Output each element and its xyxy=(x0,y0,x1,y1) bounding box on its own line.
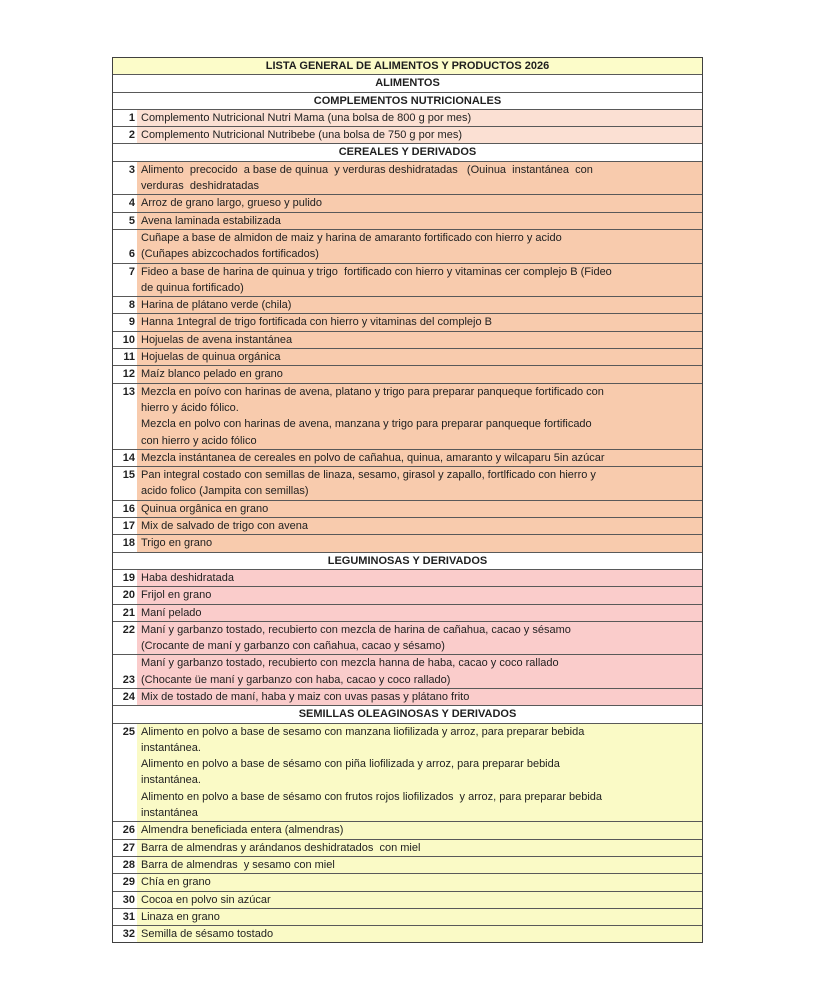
row-number: 30 xyxy=(113,892,137,908)
row-number: 16 xyxy=(113,501,137,517)
table-row xyxy=(113,622,702,656)
description-line: Mezcla en polvo con harinas de avena, manzana y trigo para preparar panqueque fortificado xyxy=(141,418,592,431)
description-line: Avena laminada estabilizada xyxy=(141,214,281,227)
description-line: Pan integral costado con semillas de linaza, sesamo, girasol y zapallo, fortlficado con hierro y xyxy=(141,469,596,482)
table-row xyxy=(113,127,702,144)
row-number: 32 xyxy=(113,926,137,942)
section-header: COMPLEMENTOS NUTRICIONALES xyxy=(113,93,702,109)
row-description xyxy=(137,724,702,822)
row-description xyxy=(137,689,702,705)
row-number: 28 xyxy=(113,857,137,873)
table-row xyxy=(113,535,702,552)
table-row xyxy=(113,857,702,874)
row-number: 11 xyxy=(113,349,137,365)
section-header: LEGUMINOSAS Y DERIVADOS xyxy=(113,553,702,569)
description-line: Haba deshidratada xyxy=(141,571,234,584)
row-number: 3 xyxy=(113,162,137,195)
section-header-row xyxy=(113,75,702,92)
table-title: LISTA GENERAL DE ALIMENTOS Y PRODUCTOS 2026 xyxy=(113,58,702,74)
row-description xyxy=(137,518,702,534)
section-header-row xyxy=(113,553,702,570)
row-number: 19 xyxy=(113,570,137,586)
description-line: Barra de almendras y sesamo con miel xyxy=(141,858,335,871)
description-line: Mezcla instántanea de cereales en polvo de cañahua, quinua, amaranto y wilcaparu 5in azúcar xyxy=(141,451,605,464)
section-header: CEREALES Y DERIVADOS xyxy=(113,144,702,160)
food-table xyxy=(112,57,703,943)
row-number: 24 xyxy=(113,689,137,705)
row-number: 27 xyxy=(113,840,137,856)
description-line: Semilla de sésamo tostado xyxy=(141,928,274,941)
table-row xyxy=(113,605,702,622)
row-number: 4 xyxy=(113,195,137,211)
table-row xyxy=(113,570,702,587)
description-line: verduras deshidratadas xyxy=(141,180,260,193)
description-line: Arroz de grano largo, grueso y pulido xyxy=(141,197,322,210)
table-row xyxy=(113,892,702,909)
row-description xyxy=(137,857,702,873)
row-description xyxy=(137,195,702,211)
row-description xyxy=(137,366,702,382)
table-title-row xyxy=(113,58,702,75)
description-line: (Crocante de maní y garbanzo con cañahua, cacao y sésamo) xyxy=(141,640,445,653)
section-header-row xyxy=(113,706,702,723)
section-header-row xyxy=(113,93,702,110)
row-number: 20 xyxy=(113,587,137,603)
description-line: Hojuelas de avena instantánea xyxy=(141,333,293,346)
row-number: 7 xyxy=(113,264,137,297)
table-row xyxy=(113,822,702,839)
row-description xyxy=(137,822,702,838)
row-description xyxy=(137,110,702,126)
description-line: Complemento Nutricional Nutri Mama (una bolsa de 800 g por mes) xyxy=(141,111,472,124)
row-number: 15 xyxy=(113,467,137,500)
description-line: Mix de salvado de trigo con avena xyxy=(141,520,308,533)
table-row xyxy=(113,501,702,518)
row-description xyxy=(137,332,702,348)
row-number: 18 xyxy=(113,535,137,551)
description-line: con hierro y acido fólico xyxy=(141,434,257,447)
table-row xyxy=(113,195,702,212)
description-line: Maíz blanco pelado en grano xyxy=(141,368,283,381)
row-description xyxy=(137,587,702,603)
row-description xyxy=(137,384,702,449)
table-row xyxy=(113,724,702,823)
table-row xyxy=(113,332,702,349)
description-line: Barra de almendras y arándanos deshidratados con miel xyxy=(141,841,421,854)
row-description xyxy=(137,570,702,586)
description-line: instantánea. xyxy=(141,774,201,787)
description-line: instantánea. xyxy=(141,741,201,754)
row-description xyxy=(137,127,702,143)
table-row xyxy=(113,909,702,926)
row-number: 26 xyxy=(113,822,137,838)
description-line: Cocoa en polvo sin azúcar xyxy=(141,893,271,906)
row-number: 12 xyxy=(113,366,137,382)
row-description xyxy=(137,535,702,551)
row-number: 23 xyxy=(113,655,137,688)
row-description xyxy=(137,467,702,500)
description-line: Maní y garbanzo tostado, recubierto con mezcla de harina de cañahua, cacao y sésamo xyxy=(141,623,571,636)
section-header-row xyxy=(113,144,702,161)
table-row xyxy=(113,349,702,366)
row-description xyxy=(137,874,702,890)
table-row xyxy=(113,110,702,127)
description-line: Trigo en grano xyxy=(141,537,213,550)
table-row xyxy=(113,450,702,467)
table-row xyxy=(113,518,702,535)
description-line: Complemento Nutricional Nutribebe (una bolsa de 750 g por mes) xyxy=(141,129,463,142)
row-number: 31 xyxy=(113,909,137,925)
table-row xyxy=(113,874,702,891)
row-description xyxy=(137,622,702,655)
description-line: Cuñape a base de almidon de maiz y harina de amaranto fortificado con hierro y acido xyxy=(141,231,562,244)
row-number: 25 xyxy=(113,724,137,822)
description-line: Maní pelado xyxy=(141,606,202,619)
description-line: Hojuelas de quinua orgánica xyxy=(141,351,281,364)
row-description xyxy=(137,605,702,621)
table-row xyxy=(113,384,702,450)
table-row xyxy=(113,297,702,314)
row-description xyxy=(137,501,702,517)
description-line: de quinua fortificado) xyxy=(141,281,244,294)
description-line: Fideo a base de harina de quinua y trigo fortificado con hierro y vitaminas cer complejo B (Fideo xyxy=(141,265,612,278)
description-line: Alimento en polvo a base de sésamo con piña liofilizada y arroz, para preparar bebida xyxy=(141,758,560,771)
row-description xyxy=(137,450,702,466)
description-line: Chía en grano xyxy=(141,876,211,889)
table-row xyxy=(113,655,702,689)
row-number: 17 xyxy=(113,518,137,534)
row-description xyxy=(137,926,702,942)
row-number: 5 xyxy=(113,213,137,229)
description-line: Frijol en grano xyxy=(141,589,212,602)
description-line: Quinua orgânica en grano xyxy=(141,502,269,515)
table-row xyxy=(113,689,702,706)
row-number: 10 xyxy=(113,332,137,348)
row-description xyxy=(137,349,702,365)
section-header: SEMILLAS OLEAGINOSAS Y DERIVADOS xyxy=(113,706,702,722)
description-line: (Chocante üe maní y garbanzo con haba, cacao y coco rallado) xyxy=(141,673,451,686)
row-description xyxy=(137,264,702,297)
row-description xyxy=(137,892,702,908)
row-number: 8 xyxy=(113,297,137,313)
row-description xyxy=(137,314,702,330)
description-line: Linaza en grano xyxy=(141,910,220,923)
table-row xyxy=(113,264,702,298)
row-description xyxy=(137,909,702,925)
row-description xyxy=(137,655,702,688)
description-line: Harina de plátano verde (chila) xyxy=(141,299,292,312)
row-number: 21 xyxy=(113,605,137,621)
row-number: 22 xyxy=(113,622,137,655)
description-line: instantánea xyxy=(141,807,198,820)
row-description xyxy=(137,840,702,856)
row-number: 13 xyxy=(113,384,137,449)
description-line: (Cuñapes abizcochados fortificados) xyxy=(141,248,319,261)
description-line: hierro y ácido fólico. xyxy=(141,401,239,414)
table-row xyxy=(113,587,702,604)
row-number: 14 xyxy=(113,450,137,466)
row-number: 9 xyxy=(113,314,137,330)
description-line: Alimento en polvo a base de sésamo con frutos rojos liofilizados y arroz, para preparar bebida xyxy=(141,790,603,803)
description-line: Mezcla en poívo con harinas de avena, platano y trigo para preparar panqueque fortificado con xyxy=(141,385,604,398)
description-line: Maní y garbanzo tostado, recubierto con mezcla hanna de haba, cacao y coco rallado xyxy=(141,657,559,670)
description-line: Mix de tostado de maní, haba y maiz con uvas pasas y plátano frito xyxy=(141,690,470,703)
section-header: ALIMENTOS xyxy=(113,75,702,91)
description-line: Alimento en polvo a base de sesamo con manzana liofilizada y arroz, para preparar bebida xyxy=(141,725,585,738)
table-row xyxy=(113,467,702,501)
description-line: Almendra beneficiada entera (almendras) xyxy=(141,824,344,837)
table-row xyxy=(113,162,702,196)
row-number: 29 xyxy=(113,874,137,890)
description-line: Hanna 1ntegral de trigo fortificada con hierro y vitaminas del complejo B xyxy=(141,316,492,329)
description-line: acido folico (Jampita con semillas) xyxy=(141,485,309,498)
description-line: Alimento precocido a base de quinua y verduras deshidratadas (Ouinua instantánea con xyxy=(141,163,593,176)
table-row xyxy=(113,926,702,942)
row-description xyxy=(137,297,702,313)
table-row xyxy=(113,314,702,331)
table-row xyxy=(113,366,702,383)
row-number: 2 xyxy=(113,127,137,143)
row-number: 6 xyxy=(113,230,137,263)
table-row xyxy=(113,840,702,857)
row-description xyxy=(137,213,702,229)
row-description xyxy=(137,162,702,195)
table-row xyxy=(113,230,702,264)
row-description xyxy=(137,230,702,263)
table-row xyxy=(113,213,702,230)
row-number: 1 xyxy=(113,110,137,126)
